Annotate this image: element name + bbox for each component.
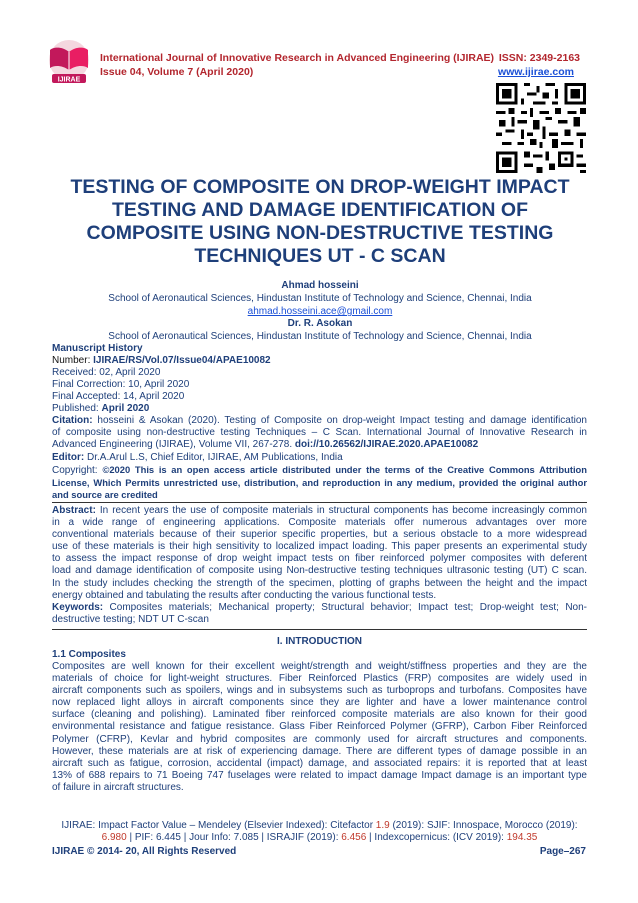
title-line: TECHNIQUES UT - C SCAN — [194, 245, 446, 267]
abstract-line: In the study includes checking the strength of the specimen, plotting of graphs between the height and the impact — [52, 577, 587, 589]
impact-text: IJIRAE: Impact Factor Value – Mendeley (Elsevier Indexed): Citefactor — [61, 820, 376, 831]
intro-line: 13% of 688 repairs to 71 Boeing 747 fuselages were related to impact damage Impact damage is an important type — [52, 769, 587, 781]
final-correction-date: Final Correction: 10, April 2020 — [52, 379, 190, 390]
copyright-notice — [52, 464, 587, 501]
copyright-text: and source are credited — [52, 489, 158, 501]
issn: ISSN: 2349-2163 — [498, 52, 580, 64]
impact-value: 194.35 — [506, 832, 538, 843]
published-date — [52, 403, 149, 415]
author-affiliation: School of Aeronautical Sciences, Hindustan Institute of Technology and Science, Chennai, India — [108, 331, 532, 342]
logo-text: IJIRAE — [57, 76, 81, 84]
keywords-text: destructive testing; NDT UT C-scan — [52, 613, 209, 625]
impact-value: 6.980 — [101, 832, 127, 843]
issue-info: Issue 04, Volume 7 (April 2020) — [100, 66, 254, 78]
section-heading: I. INTRODUCTION — [277, 636, 362, 647]
impact-text: (2019): SJIF: Innospace, Morocco (2019): — [389, 820, 578, 831]
divider — [52, 502, 587, 503]
subsection-heading: 1.1 Composites — [52, 649, 126, 660]
impact-text: | PIF: 6.445 | Jour Info: 7.085 | ISRAJIF (2019): — [126, 832, 342, 843]
citation-label: Citation: — [52, 415, 98, 426]
abstract-label: Abstract: — [52, 505, 100, 516]
keywords-text: Composites materials; Mechanical property; Structural behavior; Impact test; Drop-weight test; Non- — [109, 601, 587, 613]
received-date: Received: 02, April 2020 — [52, 367, 161, 378]
intro-line: However, these materials are at risk of experiencing damage. There are different types of damage possible in an — [52, 745, 587, 757]
intro-line: surface (cleaning and polishing). Laminated fiber reinforced composite materials are also known for their good — [52, 709, 587, 721]
journal-logo-icon — [44, 38, 94, 86]
intro-paragraph — [52, 661, 587, 794]
abstract-line: in a wide range of engineering applications. Composite materials offer numerous advantages over more — [52, 517, 587, 529]
qr-code-icon — [496, 83, 586, 173]
number-label: Number: — [52, 355, 94, 366]
final-accepted-date: Final Accepted: 14, April 2020 — [52, 391, 185, 402]
abstract-line: In recent years the use of composite materials in structural components has become increasingly common — [99, 505, 587, 516]
intro-line: now replaced light alloys in aircraft components since they are lighter and have a lower maintenance control — [52, 697, 587, 709]
abstract — [52, 505, 587, 626]
published-value: April 2020 — [101, 403, 150, 414]
footer-copyright: IJIRAE © 2014- 20, All Rights Reserved — [52, 846, 237, 857]
intro-line: aircraft components such as spoilers, wings and in subsystems such as turboprops and turbofans. Composites have — [52, 685, 587, 697]
published-label: Published: — [52, 403, 102, 414]
editor-label: Editor: — [52, 452, 87, 463]
number-value: IJIRAE/RS/Vol.07/Issue04/APAE10082 — [93, 355, 271, 366]
copyright-label: Copyright: — [52, 465, 103, 476]
keywords-label: Keywords: — [52, 601, 110, 613]
citation-text: Advanced Engineering (IJIRAE), Volume VII, 267-278. — [52, 439, 293, 451]
paper-title — [40, 176, 600, 268]
intro-line: of failure in aircraft structures. — [52, 781, 184, 793]
divider — [52, 629, 587, 630]
intro-line: Composites are well known for their excellent weight/strength and weight/stiffness properties and they are the — [52, 661, 587, 672]
editor-value: Dr.A.Arul L.S, Chief Editor, IJIRAE, AM Publications, India — [87, 452, 343, 463]
copyright-text: License, Which Permits unrestricted use, distribution, and reproduction in any medium, provided the original author — [52, 477, 587, 489]
impact-factor-line — [52, 832, 587, 844]
abstract-line: conventional materials because of their superior specific properties, but a serious obstacle to a more widespread — [52, 529, 587, 541]
citation-text: hosseini & Asokan (2020). Testing of Composite on drop-weight Impact testing and damage identification — [97, 415, 587, 426]
intro-line: materials of choice for light-weight structures. Fiber Reinforced Plastics (FRP) composites are widely used in — [52, 673, 587, 685]
citation-text: of composite using non-destructive testing Techniques – C Scan. International Journal of Innovative Research in — [52, 427, 587, 439]
manuscript-number — [52, 355, 271, 367]
manuscript-heading: Manuscript History — [52, 343, 143, 354]
abstract-line: use of these materials is their high sensitivity to localized impact loading. This paper presents an experimental study — [52, 541, 587, 553]
page-number: Page–267 — [539, 846, 586, 857]
author-name: Ahmad hosseini — [281, 280, 359, 291]
author-name: Dr. R. Asokan — [287, 318, 353, 329]
abstract-line: load and damage identification of composite using Non-destructive testing techniques ultrasonic testing (UT) C scan. — [52, 565, 587, 577]
impact-factor-line — [52, 820, 587, 832]
intro-line: aircraft such as fatigue, corrosion, accidental (impact) damage, and associated repairs: it is reported that at least — [52, 757, 587, 769]
journal-url-link[interactable]: www.ijirae.com — [497, 66, 574, 78]
author-email-link[interactable]: ahmad.hosseini.ace@gmail.com — [247, 306, 393, 317]
abstract-line: energy obtained and tabulating the results after conducting the various functional tests. — [52, 589, 437, 601]
title-line: COMPOSITE USING NON-DESTRUCTIVE TESTING — [86, 222, 554, 244]
copyright-text: ©2020 This is an open access article distributed under the terms of the Creative Commons Attribution — [102, 464, 588, 475]
author-affiliation: School of Aeronautical Sciences, Hindustan Institute of Technology and Science, Chennai, India — [108, 293, 532, 304]
citation — [52, 415, 587, 451]
journal-name: International Journal of Innovative Research in Advanced Engineering (IJIRAE) — [100, 52, 495, 64]
impact-value: 1.9 — [375, 820, 390, 831]
doi-link[interactable]: doi://10.26562/IJIRAE.2020.APAE10082 — [294, 439, 479, 451]
title-line: TESTING OF COMPOSITE ON DROP-WEIGHT IMPACT — [70, 176, 570, 198]
abstract-line: to assess the impact response of drop weight impact tests on fiber reinforced polymer composites with deferent — [52, 553, 587, 565]
impact-text: | Indexcopernicus: (ICV 2019): — [366, 832, 507, 843]
editor-line — [52, 452, 343, 464]
impact-value: 6.456 — [341, 832, 367, 843]
intro-line: Polymer (CFRP), Kevlar and hybrid composites are commonly used for aircraft structures and components. — [52, 733, 587, 745]
title-line: TESTING AND DAMAGE IDENTIFICATION OF — [112, 199, 528, 221]
intro-line: environmental resistance and fatigue resistance. Glass Fiber Reinforced Polymer (GFRP), Carbon Fiber Reinforced — [52, 721, 587, 733]
